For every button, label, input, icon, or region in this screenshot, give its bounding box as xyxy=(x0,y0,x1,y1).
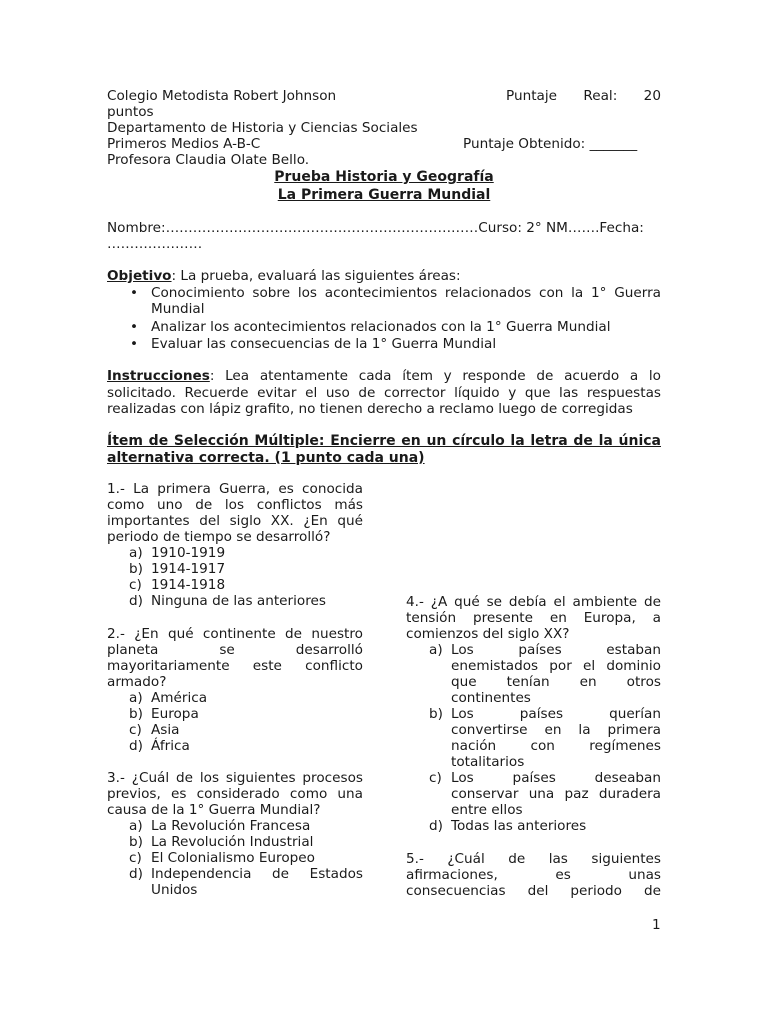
q4-option-letter[interactable]: b) xyxy=(429,706,443,722)
objective-item-3: Evaluar las consecuencias de la 1° Guerra Mundial xyxy=(151,336,497,352)
bullet-icon: • xyxy=(130,285,139,301)
q3-line: 3.- ¿Cuál de los siguientes procesos xyxy=(107,770,363,786)
q5-line: afirmaciones, es unas xyxy=(406,867,661,883)
bullet-icon: • xyxy=(130,319,139,335)
q2-option-text: Europa xyxy=(151,706,199,722)
objective-label: Objetivo xyxy=(107,268,172,284)
q4-option-text: enemistados por el dominio xyxy=(451,658,661,674)
q4-option-text: conservar una paz duradera xyxy=(451,786,661,802)
q4-option-letter[interactable]: c) xyxy=(429,770,442,786)
instructions-text-1: : Lea atentamente cada ítem y responde de acuerdo a lo xyxy=(209,368,661,384)
q3-option-text: El Colonialismo Europeo xyxy=(151,850,315,866)
q1-line: periodo de tiempo se desarrolló? xyxy=(107,529,331,545)
objective-text: : La prueba, evaluará las siguientes áreas: xyxy=(171,268,461,284)
q4-option-text: nación con regímenes xyxy=(451,738,661,754)
q1-line: importantes del siglo XX. ¿En qué xyxy=(107,513,363,529)
q3-option-text-cont: Unidos xyxy=(151,882,198,898)
q4-option-text: Los países estaban xyxy=(451,642,661,658)
q4-option-text: totalitarios xyxy=(451,754,525,770)
section-heading-1: Ítem de Selección Múltiple: Encierre en un círculo la letra de la única xyxy=(107,433,661,449)
q1-option-text: 1914-1917 xyxy=(151,561,226,577)
q1-option-text: 1914-1918 xyxy=(151,577,226,593)
score-obtained: Puntaje Obtenido: _______ xyxy=(463,136,638,152)
q1-option-letter[interactable]: a) xyxy=(129,545,143,561)
header-line-1 xyxy=(107,88,661,104)
q3-line: causa de la 1° Guerra Mundial? xyxy=(107,802,321,818)
q4-option-letter[interactable]: d) xyxy=(429,818,443,834)
q1-option-letter[interactable]: c) xyxy=(129,577,142,593)
q2-line: planeta se desarrolló xyxy=(107,642,363,658)
q4-option-text: convertirse en la primera xyxy=(451,722,661,738)
q3-option-text: La Revolución Industrial xyxy=(151,834,314,850)
q2-option-letter[interactable]: c) xyxy=(129,722,142,738)
objective-item-2: Analizar los acontecimientos relacionados con la 1° Guerra Mundial xyxy=(151,319,611,335)
q4-option-text: continentes xyxy=(451,690,531,706)
q4-option-text: Los países querían xyxy=(451,706,661,722)
q3-option-text: Independencia de Estados xyxy=(151,866,363,882)
q4-option-text: Los países deseaban xyxy=(451,770,661,786)
q1-option-text: Ninguna de las anteriores xyxy=(151,593,326,609)
student-info-line: Nombre:……………………………………………………………Curso: 2° NM…….Fecha: xyxy=(107,220,644,236)
instructions-label: Instrucciones xyxy=(107,368,210,384)
objective-line xyxy=(107,268,461,284)
courses: Primeros Medios A-B-C xyxy=(107,136,261,152)
score-real-label: Puntaje xyxy=(506,88,557,104)
teacher: Profesora Claudia Olate Bello. xyxy=(107,152,310,168)
date-dots: ………………… xyxy=(107,236,203,252)
q4-option-text: Todas las anteriores xyxy=(451,818,587,834)
q4-line: comienzos del siglo XX? xyxy=(406,626,570,642)
page-number: 1 xyxy=(652,917,661,933)
q3-option-letter[interactable]: a) xyxy=(129,818,143,834)
department: Departamento de Historia y Ciencias Sociales xyxy=(107,120,418,136)
q2-option-text: América xyxy=(151,690,208,706)
page-subtitle: La Primera Guerra Mundial xyxy=(277,187,491,203)
score-real-word: Real: xyxy=(583,88,618,104)
instructions-line-2: solicitado. Recuerde evitar el uso de corrector líquido y que las respuestas xyxy=(107,385,661,401)
q4-option-letter[interactable]: a) xyxy=(429,642,443,658)
q3-option-text: La Revolución Francesa xyxy=(151,818,311,834)
q2-option-letter[interactable]: a) xyxy=(129,690,143,706)
q4-option-text: entre ellos xyxy=(451,802,523,818)
q3-line: previos, es considerado como una xyxy=(107,786,363,802)
q2-line: 2.- ¿En qué continente de nuestro xyxy=(107,626,363,642)
q2-option-text: Asia xyxy=(151,722,180,738)
q2-option-text: África xyxy=(151,738,190,754)
q4-line: tensión presente en Europa, a xyxy=(406,610,661,626)
q2-option-letter[interactable]: b) xyxy=(129,706,143,722)
q1-option-letter[interactable]: b) xyxy=(129,561,143,577)
q1-option-letter[interactable]: d) xyxy=(129,593,143,609)
q4-option-text: que tenían en otros xyxy=(451,674,661,690)
section-heading-2: alternativa correcta. (1 punto cada una) xyxy=(107,450,425,466)
score-real-unit: puntos xyxy=(107,104,154,120)
q3-option-letter[interactable]: b) xyxy=(129,834,143,850)
q5-line: 5.- ¿Cuál de las siguientes xyxy=(406,851,661,867)
school-name: Colegio Metodista Robert Johnson xyxy=(107,88,337,104)
page-title: Prueba Historia y Geografía xyxy=(274,169,494,185)
bullet-icon: • xyxy=(130,336,139,352)
q2-line: armado? xyxy=(107,674,167,690)
q3-option-letter[interactable]: d) xyxy=(129,866,143,882)
q3-option-letter[interactable]: c) xyxy=(129,850,142,866)
q1-line: como uno de los conflictos más xyxy=(107,497,363,513)
q1-line: 1.- La primera Guerra, es conocida xyxy=(107,481,363,497)
score-real-value: 20 xyxy=(643,88,661,104)
q2-option-letter[interactable]: d) xyxy=(129,738,143,754)
instructions-line-1 xyxy=(107,368,661,384)
q1-option-text: 1910-1919 xyxy=(151,545,226,561)
objective-item-1-cont: Mundial xyxy=(151,301,205,317)
q5-line: consecuencias del periodo de xyxy=(406,883,661,899)
q2-line: mayoritariamente este conflicto xyxy=(107,658,363,674)
objective-item-1: Conocimiento sobre los acontecimientos relacionados con la 1° Guerra xyxy=(151,285,661,301)
instructions-line-3: realizadas con lápiz grafito, no tienen derecho a reclamo luego de corregidas xyxy=(107,401,633,417)
q4-line: 4.- ¿A qué se debía el ambiente de xyxy=(406,594,661,610)
